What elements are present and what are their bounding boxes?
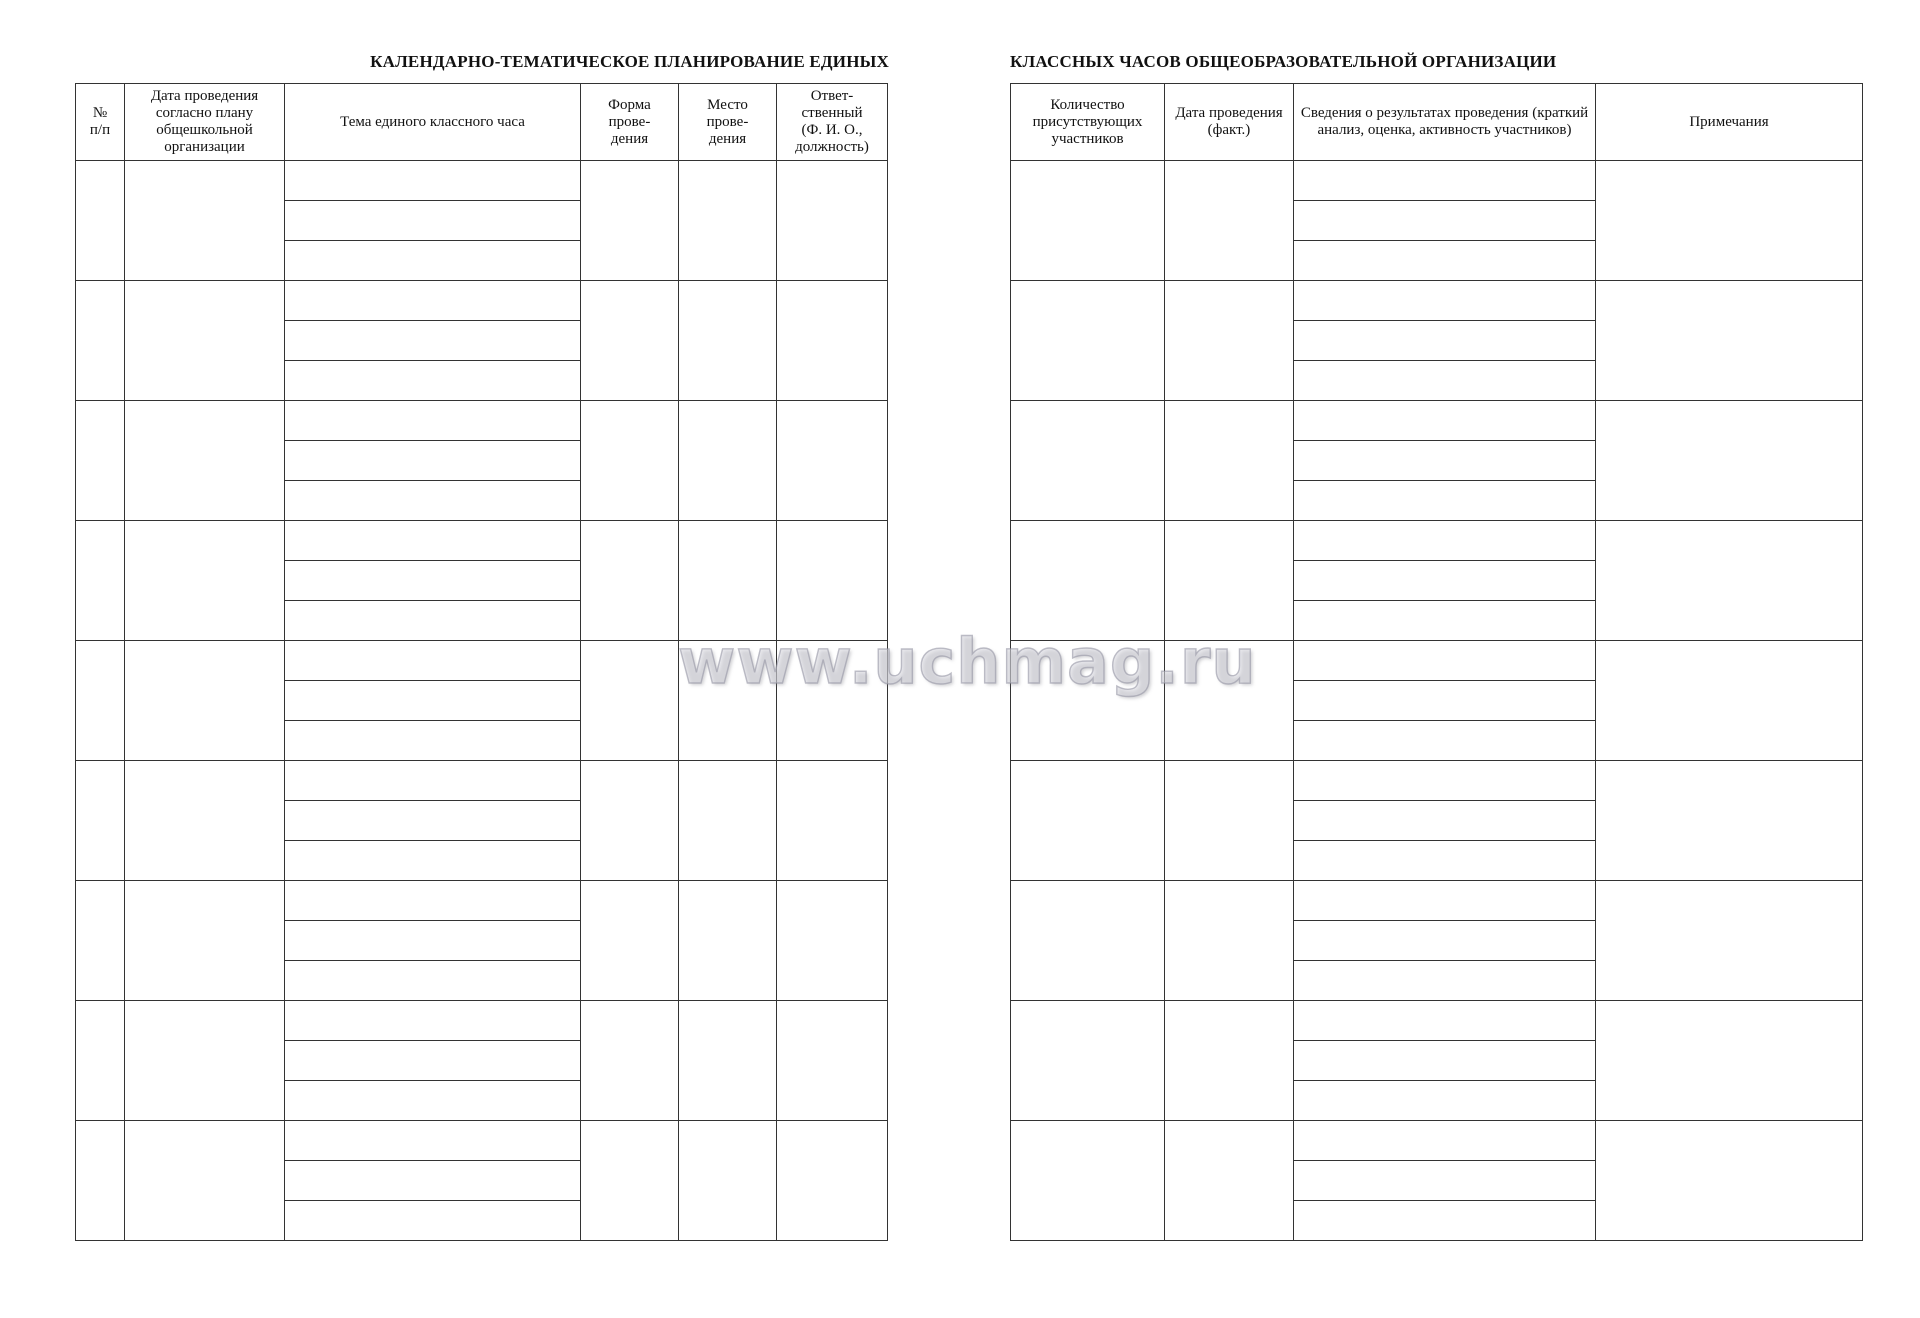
cell-notes[interactable] <box>1596 1121 1863 1241</box>
writing-line[interactable] <box>1294 521 1595 561</box>
right-table-body <box>1011 161 1863 1241</box>
writing-line[interactable] <box>1294 761 1595 801</box>
table-row <box>76 281 888 401</box>
header-number-line2: п/п <box>89 122 111 138</box>
cell-notes[interactable] <box>1596 161 1863 281</box>
cell-notes[interactable] <box>1596 1001 1863 1121</box>
cell-topic[interactable] <box>285 401 581 521</box>
cell-responsible[interactable] <box>777 761 888 881</box>
cell-form[interactable] <box>581 881 679 1001</box>
writing-line[interactable] <box>1294 881 1595 921</box>
header-notes: Примечания <box>1596 84 1863 161</box>
cell-number[interactable] <box>76 641 125 761</box>
cell-topic-lines <box>285 1121 580 1240</box>
header-actual-date: Дата проведения (факт.) <box>1165 84 1294 161</box>
writing-line[interactable] <box>1294 801 1595 841</box>
cell-results[interactable] <box>1294 161 1596 281</box>
writing-line[interactable] <box>285 881 580 921</box>
left-table-body <box>76 161 888 1241</box>
writing-line[interactable] <box>1294 641 1595 681</box>
cell-actual-date[interactable] <box>1165 1121 1294 1241</box>
watermark: www.uchmag.ru <box>678 625 1257 698</box>
writing-line[interactable] <box>285 921 580 961</box>
cell-actual-date[interactable] <box>1165 761 1294 881</box>
cell-results-lines <box>1294 521 1595 640</box>
cell-notes[interactable] <box>1596 401 1863 521</box>
writing-line[interactable] <box>1294 721 1595 760</box>
cell-topic-lines <box>285 761 580 880</box>
writing-line[interactable] <box>285 1201 580 1240</box>
table-row <box>76 401 888 521</box>
writing-line[interactable] <box>1294 401 1595 441</box>
writing-line[interactable] <box>1294 361 1595 400</box>
cell-participants-count[interactable] <box>1011 521 1165 641</box>
writing-line[interactable] <box>285 481 580 520</box>
cell-topic[interactable] <box>285 281 581 401</box>
cell-responsible[interactable] <box>777 1001 888 1121</box>
writing-line[interactable] <box>1294 1041 1595 1081</box>
cell-topic-lines <box>285 401 580 520</box>
cell-results-lines <box>1294 161 1595 280</box>
cell-actual-date[interactable] <box>1165 641 1294 761</box>
writing-line[interactable] <box>285 681 580 721</box>
table-row <box>1011 641 1863 761</box>
cell-responsible[interactable] <box>777 401 888 521</box>
right-results-table <box>1010 83 1863 1241</box>
header-place: Место прове- дения <box>679 84 777 161</box>
cell-number[interactable] <box>76 281 125 401</box>
writing-line[interactable] <box>1294 1001 1595 1041</box>
table-row <box>1011 161 1863 281</box>
cell-topic-lines <box>285 641 580 760</box>
cell-actual-date[interactable] <box>1165 881 1294 1001</box>
cell-topic[interactable] <box>285 761 581 881</box>
cell-participants-count[interactable] <box>1011 401 1165 521</box>
cell-results[interactable] <box>1294 1001 1596 1121</box>
writing-line[interactable] <box>285 281 580 321</box>
cell-results[interactable] <box>1294 761 1596 881</box>
cell-number[interactable] <box>76 521 125 641</box>
writing-line[interactable] <box>1294 1201 1595 1240</box>
writing-line[interactable] <box>1294 241 1595 280</box>
cell-form[interactable] <box>581 401 679 521</box>
cell-topic-lines <box>285 881 580 1000</box>
cell-results-lines <box>1294 641 1595 760</box>
cell-form[interactable] <box>581 281 679 401</box>
cell-topic[interactable] <box>285 521 581 641</box>
table-row <box>76 641 888 761</box>
cell-actual-date[interactable] <box>1165 281 1294 401</box>
writing-line[interactable] <box>1294 961 1595 1000</box>
cell-form[interactable] <box>581 641 679 761</box>
writing-line[interactable] <box>285 841 580 880</box>
cell-notes[interactable] <box>1596 881 1863 1001</box>
writing-line[interactable] <box>1294 161 1595 201</box>
writing-line[interactable] <box>285 201 580 241</box>
cell-topic-lines <box>285 161 580 280</box>
cell-form[interactable] <box>581 1121 679 1241</box>
writing-line[interactable] <box>1294 841 1595 880</box>
header-form: Форма прове- дения <box>581 84 679 161</box>
cell-place[interactable] <box>679 521 777 641</box>
writing-line[interactable] <box>285 441 580 481</box>
cell-notes[interactable] <box>1596 281 1863 401</box>
writing-line[interactable] <box>285 161 580 201</box>
cell-responsible[interactable] <box>777 881 888 1001</box>
cell-topic-lines <box>285 521 580 640</box>
cell-responsible[interactable] <box>777 641 888 761</box>
cell-results-lines <box>1294 1121 1595 1240</box>
writing-line[interactable] <box>1294 441 1595 481</box>
cell-planned-date[interactable] <box>125 1121 285 1241</box>
cell-results[interactable] <box>1294 641 1596 761</box>
cell-topic[interactable] <box>285 1001 581 1121</box>
header-planned-date: Дата проведения согласно плану общешкольной организации <box>125 84 285 161</box>
header-participants-count: Количество присутствующих участников <box>1011 84 1165 161</box>
cell-results[interactable] <box>1294 401 1596 521</box>
cell-responsible[interactable] <box>777 1121 888 1241</box>
cell-actual-date[interactable] <box>1165 521 1294 641</box>
cell-planned-date[interactable] <box>125 1001 285 1121</box>
cell-participants-count[interactable] <box>1011 881 1165 1001</box>
cell-participants-count[interactable] <box>1011 281 1165 401</box>
writing-line[interactable] <box>285 1041 580 1081</box>
cell-number[interactable] <box>76 161 125 281</box>
writing-line[interactable] <box>285 1001 580 1041</box>
header-number <box>76 84 125 161</box>
writing-line[interactable] <box>285 801 580 841</box>
writing-line[interactable] <box>1294 281 1595 321</box>
header-responsible: Ответ- ственный (Ф. И. О., должность) <box>777 84 888 161</box>
writing-line[interactable] <box>1294 1161 1595 1201</box>
writing-line[interactable] <box>285 1161 580 1201</box>
cell-actual-date[interactable] <box>1165 161 1294 281</box>
writing-line[interactable] <box>1294 201 1595 241</box>
writing-line[interactable] <box>1294 921 1595 961</box>
cell-topic[interactable] <box>285 1121 581 1241</box>
cell-form[interactable] <box>581 161 679 281</box>
cell-place[interactable] <box>679 401 777 521</box>
cell-responsible[interactable] <box>777 281 888 401</box>
cell-number[interactable] <box>76 1001 125 1121</box>
cell-participants-count[interactable] <box>1011 1001 1165 1121</box>
table-row <box>1011 761 1863 881</box>
writing-line[interactable] <box>285 1121 580 1161</box>
writing-line[interactable] <box>285 241 580 280</box>
cell-topic-lines <box>285 281 580 400</box>
cell-results-lines <box>1294 881 1595 1000</box>
cell-results-lines <box>1294 1001 1595 1120</box>
left-planning-table <box>75 83 888 1241</box>
writing-line[interactable] <box>1294 561 1595 601</box>
cell-topic[interactable] <box>285 161 581 281</box>
writing-line[interactable] <box>285 641 580 681</box>
writing-line[interactable] <box>1294 601 1595 640</box>
cell-actual-date[interactable] <box>1165 1001 1294 1121</box>
cell-participants-count[interactable] <box>1011 161 1165 281</box>
writing-line[interactable] <box>1294 1121 1595 1161</box>
writing-line[interactable] <box>285 521 580 561</box>
cell-number[interactable] <box>76 401 125 521</box>
cell-results[interactable] <box>1294 881 1596 1001</box>
cell-place[interactable] <box>679 281 777 401</box>
writing-line[interactable] <box>1294 1081 1595 1120</box>
cell-number[interactable] <box>76 761 125 881</box>
cell-topic-lines <box>285 1001 580 1120</box>
writing-line[interactable] <box>285 761 580 801</box>
cell-place[interactable] <box>679 881 777 1001</box>
cell-results-lines <box>1294 281 1595 400</box>
writing-line[interactable] <box>285 321 580 361</box>
left-header-row <box>76 84 888 161</box>
left-page-title: КАЛЕНДАРНО-ТЕМАТИЧЕСКОЕ ПЛАНИРОВАНИЕ ЕДИНЫХ <box>370 52 889 71</box>
header-number-line1: № <box>92 105 108 121</box>
cell-place[interactable] <box>679 761 777 881</box>
cell-notes[interactable] <box>1596 521 1863 641</box>
cell-form[interactable] <box>581 761 679 881</box>
table-row <box>1011 401 1863 521</box>
table-row <box>76 1121 888 1241</box>
cell-place[interactable] <box>679 641 777 761</box>
cell-planned-date[interactable] <box>125 881 285 1001</box>
cell-planned-date[interactable] <box>125 161 285 281</box>
writing-line[interactable] <box>285 1081 580 1120</box>
writing-line[interactable] <box>285 721 580 760</box>
cell-responsible[interactable] <box>777 521 888 641</box>
writing-line[interactable] <box>285 561 580 601</box>
table-row <box>1011 281 1863 401</box>
cell-notes[interactable] <box>1596 641 1863 761</box>
right-page-title: КЛАССНЫХ ЧАСОВ ОБЩЕОБРАЗОВАТЕЛЬНОЙ ОРГАНИЗАЦИИ <box>1010 52 1557 71</box>
table-row <box>1011 881 1863 1001</box>
cell-results-lines <box>1294 761 1595 880</box>
cell-planned-date[interactable] <box>125 641 285 761</box>
table-row <box>1011 1121 1863 1241</box>
cell-place[interactable] <box>679 1001 777 1121</box>
cell-topic[interactable] <box>285 641 581 761</box>
writing-line[interactable] <box>285 361 580 400</box>
cell-participants-count[interactable] <box>1011 641 1165 761</box>
table-row <box>76 761 888 881</box>
writing-line[interactable] <box>285 601 580 640</box>
cell-form[interactable] <box>581 521 679 641</box>
cell-participants-count[interactable] <box>1011 761 1165 881</box>
cell-planned-date[interactable] <box>125 281 285 401</box>
cell-planned-date[interactable] <box>125 401 285 521</box>
cell-actual-date[interactable] <box>1165 401 1294 521</box>
cell-number[interactable] <box>76 881 125 1001</box>
writing-line[interactable] <box>1294 321 1595 361</box>
cell-number[interactable] <box>76 1121 125 1241</box>
writing-line[interactable] <box>285 401 580 441</box>
header-topic: Тема единого классного часа <box>285 84 581 161</box>
cell-topic[interactable] <box>285 881 581 1001</box>
cell-planned-date[interactable] <box>125 521 285 641</box>
table-row <box>76 161 888 281</box>
header-results: Сведения о результатах проведения (краткий анализ, оценка, активность участников) <box>1294 84 1596 161</box>
writing-line[interactable] <box>1294 481 1595 520</box>
cell-responsible[interactable] <box>777 161 888 281</box>
cell-results[interactable] <box>1294 281 1596 401</box>
writing-line[interactable] <box>285 961 580 1000</box>
right-header-row <box>1011 84 1863 161</box>
table-row <box>76 521 888 641</box>
cell-notes[interactable] <box>1596 761 1863 881</box>
writing-line[interactable] <box>1294 681 1595 721</box>
cell-place[interactable] <box>679 1121 777 1241</box>
cell-results[interactable] <box>1294 1121 1596 1241</box>
table-row <box>76 881 888 1001</box>
cell-results[interactable] <box>1294 521 1596 641</box>
cell-participants-count[interactable] <box>1011 1121 1165 1241</box>
cell-place[interactable] <box>679 161 777 281</box>
table-row <box>1011 521 1863 641</box>
table-row <box>1011 1001 1863 1121</box>
cell-planned-date[interactable] <box>125 761 285 881</box>
table-row <box>76 1001 888 1121</box>
cell-form[interactable] <box>581 1001 679 1121</box>
cell-results-lines <box>1294 401 1595 520</box>
